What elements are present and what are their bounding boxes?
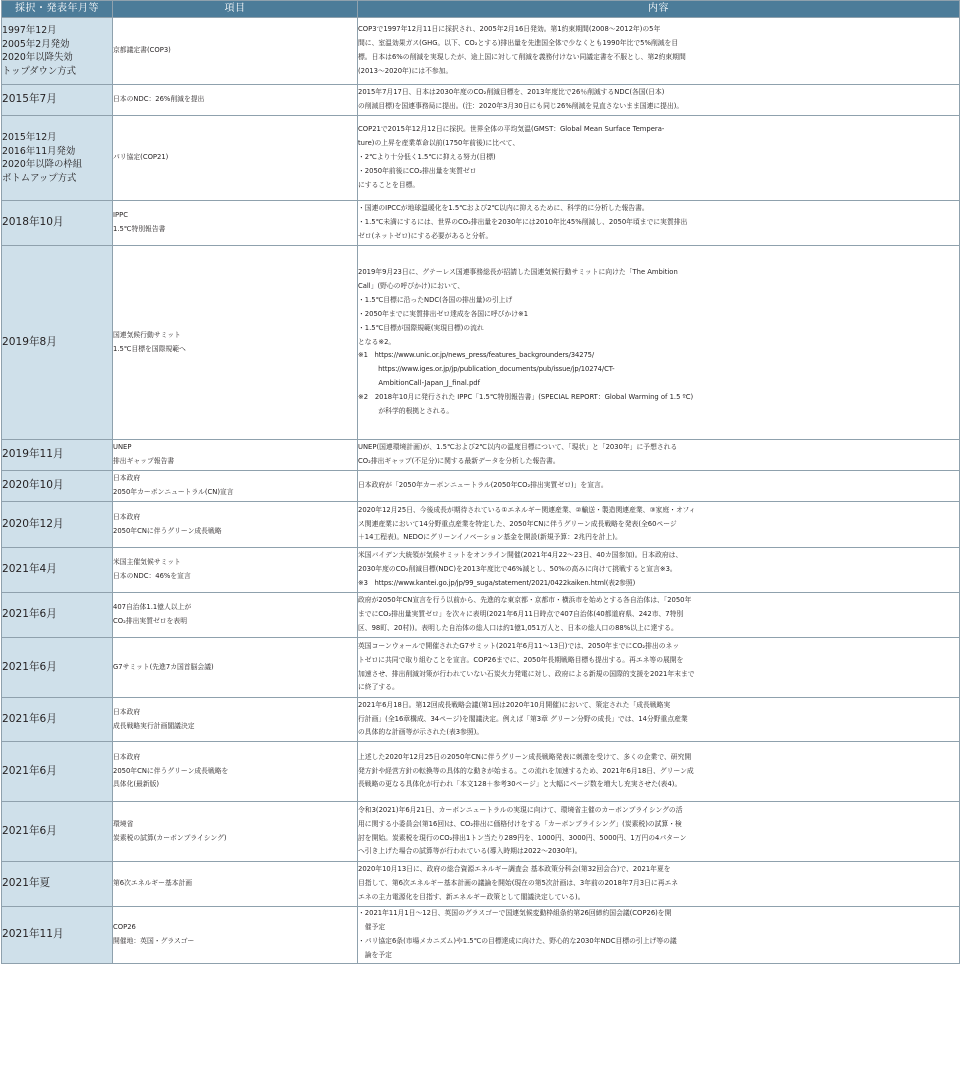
content-line: 間に、室温効果ガス(GHG。以下、CO₂とする)排出量を先進国全体で少なくとも1990年比で5%削減を目 (358, 39, 679, 48)
row-date (2, 593, 113, 638)
date-note: 2016年11月発効 (2, 145, 76, 157)
content-line: 長戦略の更なる具体化が行われ「本文128＋参考30ページ」と大幅にページ数を増大し充実させた(表4)。 (358, 780, 682, 789)
content-line: 2030年度のCO₂削減目標(NDC)を2013年度比で46%減とし、50%の高みに向けて挑戦すると宣言※3。 (358, 565, 677, 574)
content-line: 2015年7月17日、日本は2030年度のCO₂削減目標を、2013年度比で26％削減するNDC(各国(日本) (358, 88, 665, 97)
row-item (113, 116, 358, 201)
content-line: ※1 https://www.unic.or.jp/news_press/features_backgrounders/34275/ (358, 351, 595, 360)
row-date (2, 440, 113, 471)
header-item: 項目 (113, 1, 358, 18)
row-date (2, 246, 113, 440)
row-item (113, 548, 358, 593)
date-label: 2015年7月 (2, 93, 57, 106)
content-line: ・1.5℃目標が国際規範(実現目標)の流れ (358, 323, 484, 332)
row-item (113, 862, 358, 907)
row-item (113, 638, 358, 698)
table-header-row (2, 1, 960, 18)
content-line: に終了する。 (358, 683, 399, 692)
content-line: ・2021年11月1日～12日、英国のグラスゴーで国連気候変動枠組条約第26回締約国会議(COP26)を開 (358, 909, 672, 917)
row-content (358, 802, 960, 862)
row-date (2, 471, 113, 502)
date-label: 2021年夏 (2, 877, 51, 890)
date-label: 2020年10月 (2, 479, 64, 492)
row-item (113, 201, 358, 246)
content-line: ※2 2018年10月に発行された IPPC「1.5℃特別報告書」(SPECIAL REPORT：Global Warming of 1.5 ºC) (358, 393, 694, 402)
row-content (358, 638, 960, 698)
row-date (2, 116, 113, 201)
row-date (2, 742, 113, 802)
table-row (2, 742, 960, 802)
content-line: 2020年12月25日、今後成長が期待されている①エネルギー関連産業、②輸送・製造関連産業、③家庭・オフィ (358, 505, 696, 514)
content-line: 2021年6月18日。第12回成長戦略会議(第1回は2020年10月開催)において、策定された「成長戦略実 (358, 700, 671, 709)
table-row (2, 802, 960, 862)
item-line: 日本のNDC：26%削減を提出 (113, 95, 205, 104)
date-label: 2021年6月 (2, 608, 57, 621)
item-line: 1.5℃目標を国際規範へ (113, 344, 186, 353)
date-note: トップダウン方式 (2, 65, 77, 77)
content-line: ・1.5℃未満にするには、世界のCO₂排出量を2030年には2010年比45%削減し、2050年頃までに実質排出 (358, 218, 688, 227)
row-content (358, 246, 960, 440)
row-item (113, 802, 358, 862)
header-content: 内容 (358, 1, 960, 18)
item-line: 成長戦略実行計画閣議決定 (113, 721, 195, 730)
table-row (2, 593, 960, 638)
item-line: 国連気候行動サミット (113, 330, 181, 339)
item-line: 日本政府 (113, 512, 141, 521)
content-line: 令和3(2021)年6月21日、カーボンニュートラルの実現に向けて、環境省主催のカーボンプライシングの活 (358, 805, 683, 814)
content-line: 討を開始。炭素税を現行のCO₂排出1トン当たり289円を、1000円、3000円、5000円、1万円の4パターン (358, 833, 687, 842)
content-line: ※3 https://www.kantei.go.jp/jp/99_suga/statement/2021/0422kaiken.html(表2参照) (358, 578, 636, 587)
content-line: の具体的な計画等が示された(表3参照)。 (358, 728, 484, 737)
item-line: 京都議定書(COP3) (113, 46, 171, 55)
row-content (358, 698, 960, 742)
date-label: 2021年6月 (2, 712, 57, 725)
date-label: 2021年11月 (2, 927, 64, 940)
content-line: ・国連のIPCCが地球温暖化を1.5℃および2℃以内に抑えるために、科学的に分析した報告書。 (358, 204, 649, 213)
row-date (2, 502, 113, 548)
content-line: へ引き上げた場合の試算等が行われている(導入時期は2022～2030年)。 (358, 847, 582, 856)
date-note: 2020年以降失効 (2, 52, 73, 63)
item-line: 407自治体1.1億人以上が (113, 603, 192, 612)
date-label: 2019年11月 (2, 448, 64, 461)
content-line: 目指して、第6次エネルギー基本計画の議論を開始(現在の第5次計画は、3年前の2018年7月3日に再エネ (358, 879, 679, 888)
date-note: ボトムアップ方式 (2, 172, 77, 184)
row-item (113, 593, 358, 638)
content-line: ＋14工程表)。NEDOにグリーンイノベーション基金を開設(新規予算：2兆円を計上)。 (358, 533, 622, 542)
content-line: 論を予定 (358, 950, 392, 959)
item-line: 排出ギャップ報告書 (113, 457, 175, 465)
date-note: 2005年2月発効 (2, 38, 70, 50)
row-content (358, 440, 960, 471)
content-line: 加速させ、排出削減対策が行われていない石炭火力発電に対し、政府による新規の国際的支援を2021年末まで (358, 669, 695, 678)
content-line: ture)の上昇を産業革命以前(1750年前後)に比べて、 (358, 139, 520, 148)
content-line: 英国コーンウォールで開催されたG7サミット(2021年6月11～13日)では、2050年までにCO₂排出のネッ (358, 641, 680, 650)
table-row (2, 85, 960, 116)
row-content (358, 201, 960, 246)
date-label: 2021年6月 (2, 764, 57, 777)
row-date (2, 698, 113, 742)
row-content (358, 85, 960, 116)
content-line: トゼロに共同で取り組むことを宣言。COP26までに、2050年長期戦略目標も提出する。再エネ等の展開を (358, 655, 684, 664)
date-label: 2021年4月 (2, 563, 57, 576)
item-line: 2050年カーボンニュートラル(CN)宣言 (113, 488, 234, 496)
row-date (2, 85, 113, 116)
item-line: G7サミット(先進7カ国首脳会議) (113, 662, 214, 671)
content-line: ・2℃より十分低く1.5℃に抑える努力(目標) (358, 153, 496, 162)
row-content (358, 502, 960, 548)
content-line: (2013～2020年)には不参加。 (358, 66, 453, 75)
row-item (113, 907, 358, 964)
content-line: 日本政府が「2050年カーボンニュートラル(2050年CO₂排出実質ゼロ)」を宣言。 (358, 481, 608, 490)
table-row (2, 638, 960, 698)
row-item (113, 502, 358, 548)
table-row (2, 548, 960, 593)
table-row (2, 471, 960, 502)
content-line: 行計画」(全16章構成、34ページ)を閣議決定。例えば「第3章 グリーン分野の成長」では、14分野重点産業 (358, 714, 688, 723)
item-line: 米国主催気候サミット (113, 558, 181, 567)
date-label: 2020年12月 (2, 517, 64, 530)
content-line: ス関連産業において14分野重点産業を特定した、2050年CNに伴うグリーン成長戦略を発表(全60ページ (358, 519, 677, 528)
content-line: 催予定 (358, 922, 386, 931)
row-date (2, 862, 113, 907)
item-line: 環境省 (113, 819, 134, 828)
content-line: 標。日本は6%の削減を実現したが、途上国に対して削減を義務付けない同議定書を不服とし、第2約束期間 (358, 53, 686, 61)
date-label: 2021年6月 (2, 660, 57, 673)
content-line: Call」(野心の呼びかけ)において、 (358, 281, 465, 290)
table-body (2, 18, 960, 964)
row-content (358, 907, 960, 964)
content-line: 上述した2020年12月25日の2050年CNに伴うグリーン成長戦略発表に刺激を受けて、多くの企業で、研究開 (358, 752, 692, 761)
content-line: 米国バイデン大統領が気候サミットをオンライン開催(2021年4月22～23日、40カ国参加)。日本政府は、 (358, 551, 683, 560)
content-line: 2020年10月13日に、政府の総合資源エネルギー調査会 基本政策分科会(第32回会合)で、2021年夏を (358, 865, 671, 874)
date-label: 1997年12月 (2, 25, 57, 36)
item-line: 2050年CNに伴うグリーン成長戦略 (113, 526, 222, 535)
item-line: UNEP (113, 443, 132, 452)
table-row (2, 116, 960, 201)
row-item (113, 18, 358, 85)
row-content (358, 18, 960, 85)
item-line: CO₂排出実質ゼロを表明 (113, 617, 187, 625)
item-line: 2050年CNに伴うグリーン成長戦略を (113, 766, 229, 775)
table-row (2, 18, 960, 85)
content-line: CO₂排出ギャップ(不足分)に関する最新データを分析した報告書。 (358, 457, 560, 465)
row-date (2, 18, 113, 85)
row-content (358, 742, 960, 802)
content-line: ゼロ(ネットゼロ)にする必要があると分析。 (358, 231, 493, 240)
content-line: の削減目標)を国連事務局に提出。(注：2020年3月30日にも同じ26%削減を見直さないまま国連に提出)。 (358, 102, 684, 110)
content-line: ・1.5℃目標に沿ったNDC(各国の排出量)の引上げ (358, 295, 513, 304)
header-date: 採択・発表年月等 (2, 1, 113, 18)
row-content (358, 548, 960, 593)
item-line: 日本政府 (113, 474, 141, 483)
date-label: 2019年8月 (2, 335, 57, 348)
item-line: 具体化(最新版) (113, 780, 160, 789)
content-line: となる※2。 (358, 337, 396, 346)
date-label: 2015年12月 (2, 132, 57, 143)
item-line: IPPC (113, 211, 128, 220)
table-row (2, 201, 960, 246)
content-line: 政府が2050年CN宣言を行う以前から、先進的な東京都・京都市・横浜市を始めとする各自治体は、「2050年 (358, 596, 692, 605)
row-content (358, 593, 960, 638)
row-content (358, 116, 960, 201)
date-note: 2020年以降の枠組 (2, 159, 83, 170)
table-row (2, 246, 960, 440)
item-line: 開催地：英国・グラスゴー (113, 936, 195, 945)
row-item (113, 440, 358, 471)
date-label: 2021年6月 (2, 824, 57, 837)
item-line: 日本政府 (113, 707, 141, 716)
row-date (2, 638, 113, 698)
climate-policy-timeline-table (1, 0, 960, 964)
date-label: 2018年10月 (2, 216, 64, 229)
item-line: COP26 (113, 922, 136, 931)
row-item (113, 246, 358, 440)
item-line: パリ協定(COP21) (113, 153, 169, 162)
item-line: 炭素税の試算(カーボンプライシング) (113, 833, 227, 842)
item-line: 1.5℃特別報告書 (113, 225, 166, 233)
row-item (113, 471, 358, 502)
content-line: https://www.iges.or.jp/jp/publication_documents/pub/issue/jp/10274/CT- (358, 365, 615, 374)
table-row (2, 502, 960, 548)
row-date (2, 548, 113, 593)
content-line: ・2050年前後にCO₂排出量を実質ゼロ (358, 166, 477, 175)
content-line: 2019年9月23日に、グテーレス国連事務総長が招請した国連気候行動サミットに向けた「The Ambition (358, 268, 678, 277)
item-line: 日本政府 (113, 752, 141, 761)
item-line: 第6次エネルギー基本計画 (113, 879, 193, 888)
table-row (2, 862, 960, 907)
table-row (2, 907, 960, 964)
content-line: 用に関する小委員会(第16回)は、CO₂排出に価格付けをする「カーボンプライシング」(炭素税)の試算・検 (358, 819, 682, 828)
row-item (113, 85, 358, 116)
table-row (2, 698, 960, 742)
content-line: COP21で2015年12月12日に採択。世界全体の平均気温(GMST：Global Mean Surface Tempera- (358, 125, 665, 134)
content-line: UNEP(国連環境計画)が、1.5℃および2℃以内の温度目標について、「現状」と「2030年」に予想される (358, 443, 678, 452)
content-line: 発方針や経営方針の転換等の具体的な動きが始まる。この流れを加速するため、2021年6月18日、グリーン成 (358, 766, 694, 775)
table-row (2, 440, 960, 471)
row-date (2, 802, 113, 862)
row-item (113, 698, 358, 742)
content-line: COP3で1997年12月11日に採択され、2005年2月16日発効。第1約束期間(2008～2012年)の5年 (358, 25, 661, 34)
row-date (2, 201, 113, 246)
row-item (113, 742, 358, 802)
item-line: 日本のNDC：46%を宣言 (113, 572, 191, 580)
row-date (2, 907, 113, 964)
row-content (358, 471, 960, 502)
row-content (358, 862, 960, 907)
content-line: ・パリ協定6条(市場メカニズム)や1.5℃の目標達成に向けた、野心的な2030年NDC目標の引上げ等の議 (358, 936, 677, 945)
content-line: にすることを目標。 (358, 180, 420, 189)
content-line: ・2050年までに実質排出ゼロ達成を各国に呼びかけ※1 (358, 309, 529, 318)
content-line: 区、98町、20村))。表明した自治体の総人口は約1億1,051万人と、日本の総人口の88%以上に達する。 (358, 623, 678, 632)
content-line: エネの主力電源化を目指す、新エネルギー政策として閣議決定している)。 (358, 892, 585, 901)
content-line: AmbitionCall-Japan_J_final.pdf (358, 379, 480, 388)
content-line: までにCO₂排出量実質ゼロ」を次々に表明(2021年6月11日時点で407自治体(40都道府県、242市、7特別 (358, 610, 684, 619)
content-line: が科学的根拠とされる。 (358, 407, 454, 416)
